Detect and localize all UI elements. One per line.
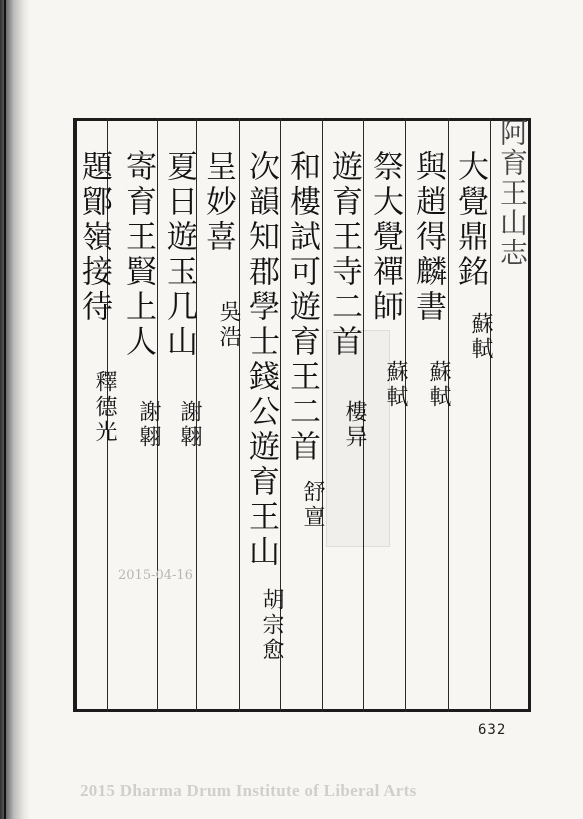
entry-title: 與趙得麟書 xyxy=(410,150,446,325)
entry-author: 吳浩 xyxy=(216,300,241,350)
entry-author: 蘇軾 xyxy=(468,312,493,362)
book-page xyxy=(30,0,583,819)
entry-author: 謝翺 xyxy=(136,400,161,450)
entry-title: 和樓試可遊育王二首 xyxy=(284,150,320,465)
entry-title: 大覺鼎銘 xyxy=(452,150,488,290)
column-rule xyxy=(239,118,240,712)
entry-author: 釋德光 xyxy=(92,370,117,445)
column-rule xyxy=(490,118,491,712)
entry-title: 呈妙喜 xyxy=(200,150,236,255)
entry-author: 胡宗愈 xyxy=(259,588,284,663)
entry-title: 題鄮嶺接待 xyxy=(76,150,112,325)
watermark: 2015 Dharma Drum Institute of Liberal Arts xyxy=(80,781,417,800)
entry-title: 寄育王賢上人 xyxy=(120,150,156,360)
entry-author: 謝翺 xyxy=(177,400,202,450)
entry-title: 次韻知郡學士錢公遊育王山 xyxy=(243,150,279,570)
binding-edge xyxy=(4,0,6,819)
entry-title: 遊育王寺二首 xyxy=(326,150,362,360)
entry-title: 祭大覺禪師 xyxy=(367,150,403,325)
column-rule xyxy=(448,118,449,712)
book-gutter xyxy=(0,0,30,819)
column-rule xyxy=(322,118,323,712)
entry-author: 舒亶 xyxy=(300,480,325,530)
column-rule xyxy=(405,118,406,712)
scan-date-stamp: 2015-04-16 xyxy=(118,568,193,583)
header-column: 阿育王山志 xyxy=(496,118,529,268)
page-number: 632 xyxy=(478,722,507,738)
entry-author: 蘇軾 xyxy=(383,360,408,410)
entry-author: 樓异 xyxy=(342,400,367,450)
entry-title: 夏日遊玉几山 xyxy=(161,150,197,360)
entry-author: 蘇軾 xyxy=(426,360,451,410)
